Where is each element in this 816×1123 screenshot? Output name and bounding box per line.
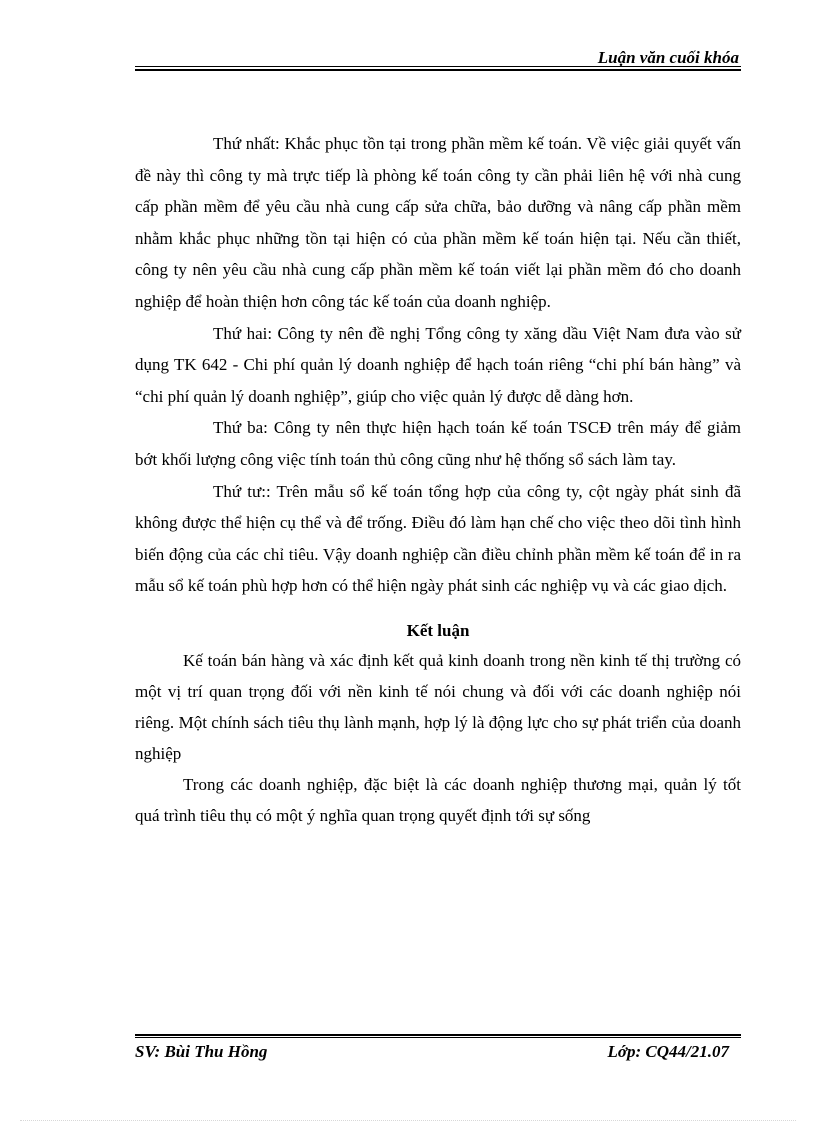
footer-student-name: SV: Bùi Thu Hồng [135, 1042, 268, 1061]
paragraph-thu-hai: Thứ hai: Công ty nên đề nghị Tổng công ty xăng dầu Việt Nam đưa vào sử dụng TK 642 - Chi phí quản lý doanh nghiệp để hạch toán riêng “chi phí bán hàng” và “chi phí quản lý doanh nghiệp”, giúp cho việc quản lý được dễ dàng hơn. [135, 323, 741, 406]
header-title: Luận văn cuối khóa [597, 48, 739, 67]
conclusion-paragraph-1: Kế toán bán hàng và xác định kết quả kinh doanh trong nền kinh tế thị trường có một vị trí quan trọng đối với nền kinh tế nói chung và đối với các doanh nghiệp nói riêng. Một chính sách tiêu thụ lành mạnh, hợp lý là động lực cho sự phát triển của doanh nghiệp [135, 650, 741, 763]
document-body [135, 128, 741, 831]
footer-class: Lớp: CQ44/21.07 [607, 1042, 729, 1061]
header-rule-top [135, 66, 741, 67]
paragraph-thu-nhat: Thứ nhất: Khắc phục tồn tại trong phần mềm kế toán. Về việc giải quyết vấn đề này thì công ty mà trực tiếp là phòng kế toán công ty cần phải liên hệ với nhà cung cấp phần mềm để yêu cầu nhà cung cấp sửa chữa, bảo dưỡng và nâng cấp phần mềm nhằm khắc phục những tồn tại hiện có của phần mềm kế toán hiện tại. Nếu cần thiết, công ty nên yêu cầu nhà cung cấp phần mềm kế toán viết lại phần mềm đó cho doanh nghiệp để hoàn thiện hơn công tác kế toán của doanh nghiệp. [135, 134, 741, 311]
conclusion-paragraph-2: Trong các doanh nghiệp, đặc biệt là các doanh nghiệp thương mại, quản lý tốt quá trình tiêu thụ có một ý nghĩa quan trọng quyết định tới sự sống [135, 774, 741, 825]
footer-rule-top [135, 1034, 741, 1036]
footer-rule-bottom [135, 1037, 741, 1038]
paragraph-thu-ba: Thứ ba: Công ty nên thực hiện hạch toán kế toán TSCĐ trên máy để giảm bớt khối lượng công việc tính toán thủ công cũng như hệ thống sổ sách làm tay. [135, 418, 741, 469]
paragraph-thu-tu: Thứ tư:: Trên mẫu sổ kế toán tổng hợp của công ty, cột ngày phát sinh đã không được thể hiện cụ thể và để trống. Điều đó làm hạn chế cho việc theo dõi tình hình biến động của các chỉ tiêu. Vậy doanh nghiệp cần điều chỉnh phần mềm kế toán để in ra mẫu sổ kế toán phù hợp hơn có thể hiện ngày phát sinh các nghiệp vụ và các giao dịch. [135, 481, 741, 596]
conclusion-heading: Kết luận [406, 620, 470, 640]
page-edge-divider [20, 1120, 796, 1121]
page-footer [135, 1034, 741, 1064]
header-rule-bottom [135, 69, 741, 71]
page-header [135, 48, 741, 72]
